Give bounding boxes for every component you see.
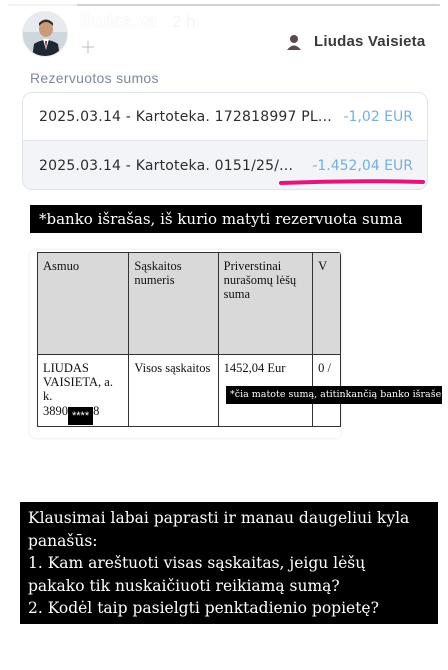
reserved-sums-title: Rezervuotos sumos (30, 70, 159, 86)
person-code-suffix: 8 (93, 404, 100, 418)
reserved-row-description: 2025.03.14 - Kartoteka. 0151/25/... (39, 158, 294, 174)
table-header: Sąskaitos numeris (129, 253, 218, 355)
person-name: LIUDAS VAISIETA, a. k. (43, 361, 113, 403)
story-header (0, 0, 448, 66)
amount-note-caption: *čia matote sumą, atitinkančią banko išraše (226, 386, 442, 404)
bank-statement-caption: *banko išrašas, iš kurio matyti rezervuota suma (30, 205, 422, 233)
question-line: panašūs: (28, 531, 98, 550)
bank-statement-excerpt (30, 250, 341, 438)
table-header: Asmuo (38, 253, 129, 355)
reserved-sums-panel (22, 92, 428, 190)
mention-person-icon (286, 34, 302, 50)
table-cell-cutoff: 0 / (313, 355, 341, 427)
table-cell-amount: 1452,04 Eur (218, 355, 313, 427)
reserved-row (23, 93, 428, 141)
username[interactable]: liudas.va (80, 11, 158, 31)
table-cell-person (38, 355, 129, 427)
mention-tag[interactable] (286, 33, 425, 50)
story-timestamp: 2 h (172, 12, 196, 31)
avatar[interactable] (22, 11, 68, 57)
highlight-underline (278, 179, 426, 186)
question-line: Klausimai labai paprasti ir manau daugeliui kyla (28, 509, 410, 527)
mention-label: Liudas Vaisieta (314, 33, 426, 50)
see-translation-button[interactable] (80, 37, 227, 57)
reserved-row-amount: -1,02 EUR (343, 108, 413, 125)
questions-caption (20, 502, 438, 624)
question-line: 1. Kam areštuoti visas sąskaitas, jeigu lėšų (28, 554, 366, 572)
question-line: pakako tik nuskaičiuoti reikiamą sumą? (28, 576, 340, 595)
more-icon[interactable] (392, 24, 418, 32)
reserved-row-description: 2025.03.14 - Kartoteka. 172818997 PL... (39, 108, 332, 125)
person-code-prefix: 3890 (43, 404, 68, 418)
table-cell-account: Visos sąskaitos (129, 355, 218, 427)
question-line: 2. Kodėl taip pasielgti penktadienio popietę? (28, 599, 379, 617)
redaction-box: **** (68, 407, 93, 425)
table-header: Priverstinai nurašomų lėšų suma (218, 253, 313, 355)
reserved-row-amount: -1.452,04 EUR (312, 158, 413, 174)
table-header: V (313, 253, 341, 355)
translate-icon (80, 39, 96, 55)
see-translation-label: See translation (105, 37, 227, 56)
